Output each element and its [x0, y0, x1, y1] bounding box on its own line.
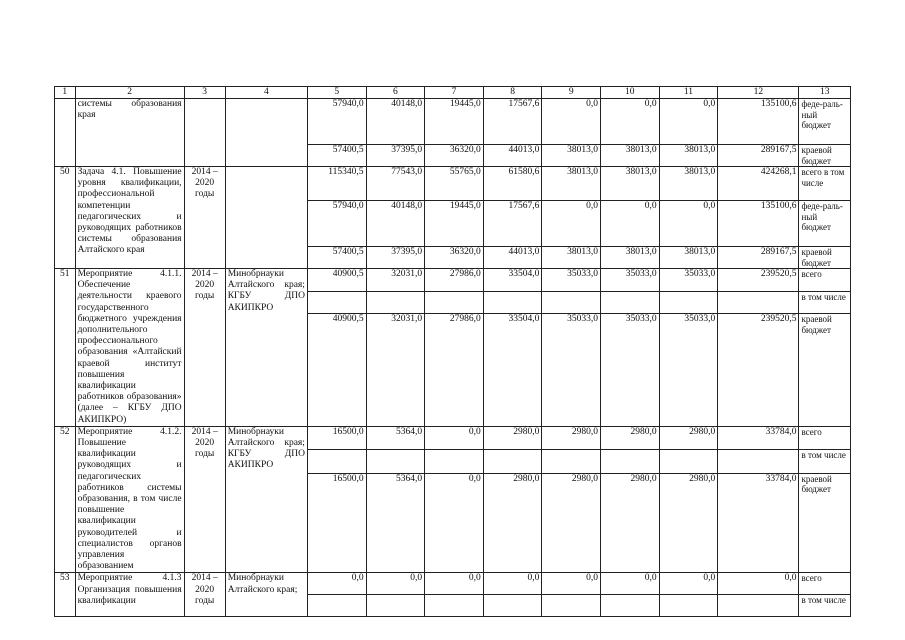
- item-number: 51: [55, 269, 76, 427]
- value-cell: 33784,0: [718, 473, 799, 573]
- value-cell: 0,0: [542, 99, 601, 145]
- funding-source: феде-раль-ный бюджет: [799, 201, 851, 247]
- value-cell: [659, 595, 718, 617]
- item-executor: [225, 99, 307, 167]
- header-cell: 9: [542, 87, 601, 99]
- header-cell: 12: [718, 87, 799, 99]
- header-cell: 4: [225, 87, 307, 99]
- value-cell: 2980,0: [542, 426, 601, 449]
- value-cell: 37395,0: [366, 247, 425, 269]
- item-row: [55, 573, 851, 595]
- funding-source: краевой бюджет: [799, 247, 851, 269]
- item-period: 2014 – 2020 годы: [184, 573, 225, 617]
- value-cell: [425, 595, 484, 617]
- value-cell: 19445,0: [425, 201, 484, 247]
- value-cell: 0,0: [542, 201, 601, 247]
- value-cell: [601, 595, 660, 617]
- item-description: Мероприятие 4.1.2. Повышение квалификации руководящих и педагогических работников системы образования, в том числе повышение квалификации руководителей и специалистов органов управления образованием: [75, 426, 184, 573]
- value-cell: 36320,0: [425, 247, 484, 269]
- value-cell: 2980,0: [542, 473, 601, 573]
- item-number: 50: [55, 167, 76, 269]
- item-period: 2014 – 2020 годы: [184, 426, 225, 573]
- funding-source: краевой бюджет: [799, 473, 851, 573]
- value-cell: [483, 291, 542, 314]
- value-cell: [307, 291, 366, 314]
- item-period: [184, 99, 225, 167]
- value-cell: 27986,0: [425, 269, 484, 292]
- value-cell: 424268,1: [718, 167, 799, 201]
- item-number: 53: [55, 573, 76, 617]
- value-cell: 0,0: [425, 573, 484, 595]
- value-cell: 0,0: [425, 426, 484, 449]
- header-cell: 8: [483, 87, 542, 99]
- value-cell: 35033,0: [542, 269, 601, 292]
- funding-source: феде-раль-ный бюджет: [799, 99, 851, 145]
- value-cell: 0,0: [366, 573, 425, 595]
- value-cell: 40148,0: [366, 99, 425, 145]
- value-cell: 27986,0: [425, 314, 484, 427]
- value-cell: 289167,5: [718, 247, 799, 269]
- value-cell: 38013,0: [542, 145, 601, 167]
- header-cell: 2: [75, 87, 184, 99]
- value-cell: 38013,0: [542, 167, 601, 201]
- value-cell: 5364,0: [366, 473, 425, 573]
- value-cell: 0,0: [659, 99, 718, 145]
- value-cell: [542, 291, 601, 314]
- value-cell: [366, 595, 425, 617]
- value-cell: 33784,0: [718, 426, 799, 449]
- value-cell: 35033,0: [659, 269, 718, 292]
- funding-source: всего: [799, 573, 851, 595]
- item-row: [55, 269, 851, 292]
- value-cell: 17567,6: [483, 99, 542, 145]
- value-cell: 44013,0: [483, 145, 542, 167]
- value-cell: [542, 450, 601, 473]
- value-cell: 0,0: [659, 201, 718, 247]
- value-cell: [307, 450, 366, 473]
- value-cell: 35033,0: [659, 314, 718, 427]
- item-executor: [225, 167, 307, 269]
- value-cell: 77543,0: [366, 167, 425, 201]
- value-cell: 33504,0: [483, 314, 542, 427]
- item-executor: Минобрнауки Алтайского края; КГБУ ДПО АКИПКРО: [225, 426, 307, 573]
- value-cell: 55765,0: [425, 167, 484, 201]
- value-cell: 16500,0: [307, 426, 366, 449]
- item-description: Мероприятие 4.1.1. Обеспечение деятельности краевого государственного бюджетного учреждения дополнительного профессионального образования «Алтайский краевой институт повышения квалификации работников образования» (далее – КГБУ ДПО АКИПКРО): [75, 269, 184, 427]
- item-description: Задача 4.1. Повышение уровня квалификации, профессиональной компетенции педагогических и руководящих работников системы образования Алтайского края: [75, 167, 184, 269]
- header-cell: 13: [799, 87, 851, 99]
- value-cell: 0,0: [601, 201, 660, 247]
- value-cell: 2980,0: [601, 426, 660, 449]
- value-cell: 16500,0: [307, 473, 366, 573]
- value-cell: 2980,0: [483, 473, 542, 573]
- value-cell: [425, 450, 484, 473]
- funding-source: в том числе: [799, 450, 851, 473]
- value-cell: 239520,5: [718, 269, 799, 292]
- item-number: [55, 99, 76, 167]
- value-cell: 5364,0: [366, 426, 425, 449]
- value-cell: 38013,0: [659, 145, 718, 167]
- value-cell: 2980,0: [601, 473, 660, 573]
- value-cell: 0,0: [425, 473, 484, 573]
- value-cell: 0,0: [718, 573, 799, 595]
- value-cell: 35033,0: [601, 269, 660, 292]
- header-cell: 7: [425, 87, 484, 99]
- value-cell: 57940,0: [307, 99, 366, 145]
- value-cell: 38013,0: [601, 167, 660, 201]
- header-cell: 1: [55, 87, 76, 99]
- value-cell: 0,0: [542, 573, 601, 595]
- value-cell: [307, 595, 366, 617]
- value-cell: 40900,5: [307, 314, 366, 427]
- value-cell: [718, 595, 799, 617]
- value-cell: 239520,5: [718, 314, 799, 427]
- item-description: Мероприятие 4.1.3 Организация повышения квалификации: [75, 573, 184, 617]
- funding-source: всего в том числе: [799, 167, 851, 201]
- value-cell: [425, 291, 484, 314]
- value-cell: 0,0: [307, 573, 366, 595]
- header-cell: 3: [184, 87, 225, 99]
- value-cell: 0,0: [659, 573, 718, 595]
- header-cell: 5: [307, 87, 366, 99]
- value-cell: 135100,6: [718, 99, 799, 145]
- header-cell: 10: [601, 87, 660, 99]
- value-cell: 40900,5: [307, 269, 366, 292]
- funding-source: краевой бюджет: [799, 314, 851, 427]
- funding-source: краевой бюджет: [799, 145, 851, 167]
- item-row: [55, 426, 851, 449]
- budget-table: [54, 86, 851, 617]
- value-cell: 38013,0: [659, 247, 718, 269]
- value-cell: 32031,0: [366, 269, 425, 292]
- value-cell: 35033,0: [601, 314, 660, 427]
- header-cell: 11: [659, 87, 718, 99]
- value-cell: [542, 595, 601, 617]
- value-cell: 2980,0: [659, 473, 718, 573]
- value-cell: [718, 291, 799, 314]
- value-cell: 0,0: [601, 99, 660, 145]
- funding-source: в том числе: [799, 595, 851, 617]
- item-period: 2014 – 2020 годы: [184, 167, 225, 269]
- value-cell: 57400,5: [307, 247, 366, 269]
- value-cell: [366, 450, 425, 473]
- value-cell: 0,0: [483, 573, 542, 595]
- item-row: [55, 167, 851, 201]
- value-cell: 115340,5: [307, 167, 366, 201]
- value-cell: 44013,0: [483, 247, 542, 269]
- funding-source: в том числе: [799, 291, 851, 314]
- value-cell: 36320,0: [425, 145, 484, 167]
- header-cell: 6: [366, 87, 425, 99]
- item-description: системы образования края: [75, 99, 184, 167]
- value-cell: 38013,0: [601, 247, 660, 269]
- value-cell: 2980,0: [659, 426, 718, 449]
- value-cell: [366, 291, 425, 314]
- value-cell: [601, 450, 660, 473]
- value-cell: 19445,0: [425, 99, 484, 145]
- value-cell: 33504,0: [483, 269, 542, 292]
- value-cell: 38013,0: [601, 145, 660, 167]
- value-cell: 38013,0: [542, 247, 601, 269]
- value-cell: [483, 595, 542, 617]
- funding-source: всего: [799, 269, 851, 292]
- value-cell: [601, 291, 660, 314]
- value-cell: [483, 450, 542, 473]
- value-cell: 17567,6: [483, 201, 542, 247]
- value-cell: 289167,5: [718, 145, 799, 167]
- item-executor: Минобрнауки Алтайского края;: [225, 573, 307, 617]
- value-cell: [659, 450, 718, 473]
- value-cell: 40148,0: [366, 201, 425, 247]
- header-row: [55, 87, 851, 99]
- funding-source: всего: [799, 426, 851, 449]
- value-cell: 2980,0: [483, 426, 542, 449]
- value-cell: 57940,0: [307, 201, 366, 247]
- value-cell: 37395,0: [366, 145, 425, 167]
- value-cell: 35033,0: [542, 314, 601, 427]
- item-period: 2014 – 2020 годы: [184, 269, 225, 427]
- value-cell: 135100,6: [718, 201, 799, 247]
- value-cell: [718, 450, 799, 473]
- item-number: 52: [55, 426, 76, 573]
- value-cell: 0,0: [601, 573, 660, 595]
- value-cell: 38013,0: [659, 167, 718, 201]
- value-cell: 32031,0: [366, 314, 425, 427]
- value-cell: 61580,6: [483, 167, 542, 201]
- value-cell: 57400,5: [307, 145, 366, 167]
- value-cell: [659, 291, 718, 314]
- continuation-row: [55, 99, 851, 145]
- item-executor: Минобрнауки Алтайского края; КГБУ ДПО АКИПКРО: [225, 269, 307, 427]
